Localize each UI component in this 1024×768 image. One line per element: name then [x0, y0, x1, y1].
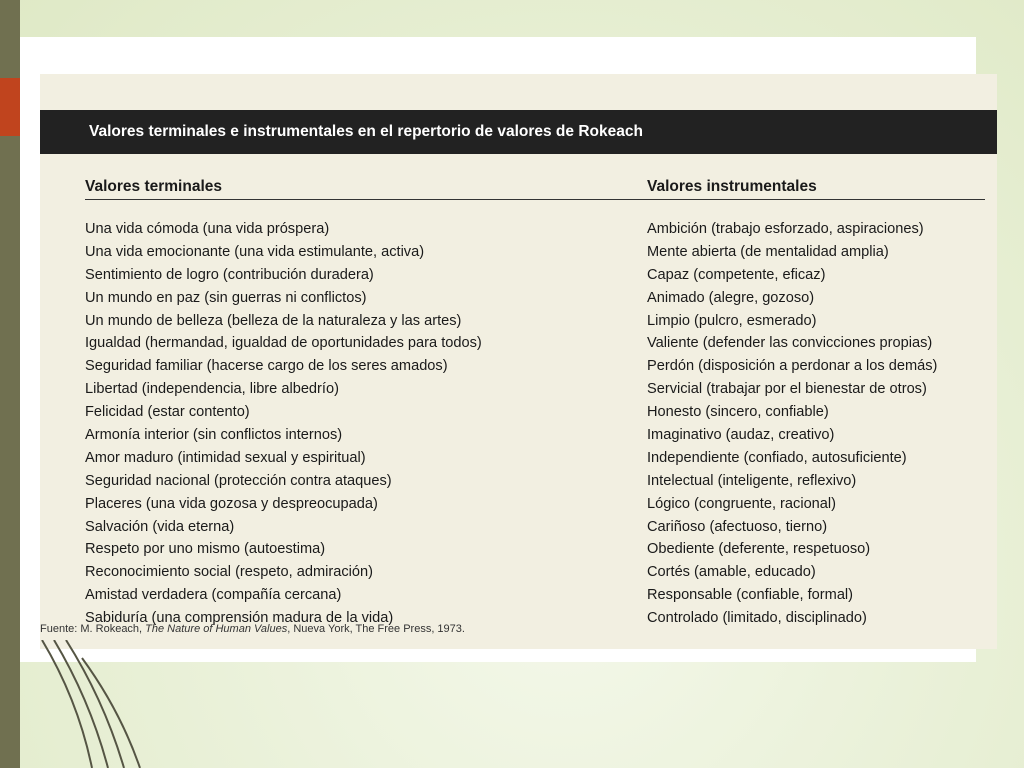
instrumental-value-item: Limpio (pulcro, esmerado)	[647, 312, 817, 329]
terminal-value-item: Una vida emocionante (una vida estimulante, activa)	[85, 243, 425, 260]
instrumental-value-item: Obediente (deferente, respetuoso)	[647, 541, 871, 558]
instrumental-value-item: Lógico (congruente, racional)	[647, 495, 837, 512]
terminal-value-item: Respeto por uno mismo (autoestima)	[85, 541, 326, 558]
terminal-value-item: Reconocimiento social (respeto, admiración)	[85, 564, 373, 581]
terminal-value-item: Un mundo de belleza (belleza de la naturaleza y las artes)	[85, 312, 462, 329]
slide-left-accent	[0, 78, 20, 136]
terminal-value-item: Felicidad (estar contento)	[85, 404, 250, 421]
source-suffix: , Nueva York, The Free Press, 1973.	[287, 623, 465, 635]
instrumental-value-item: Servicial (trabajar por el bienestar de otros)	[647, 381, 927, 398]
instrumental-value-item: Honesto (sincero, confiable)	[647, 404, 829, 421]
instrumental-value-item: Mente abierta (de mentalidad amplia)	[647, 243, 889, 260]
instrumental-value-item: Perdón (disposición a perdonar a los demás)	[647, 358, 938, 375]
decorative-lines	[40, 640, 160, 768]
instrumental-value-item: Responsable (confiable, formal)	[647, 587, 854, 604]
instrumental-value-item: Animado (alegre, gozoso)	[647, 289, 815, 306]
terminal-value-item: Igualdad (hermandad, igualdad de oportunidades para todos)	[85, 335, 482, 352]
terminal-value-item: Sentimiento de logro (contribución duradera)	[85, 266, 374, 283]
instrumental-value-item: Ambición (trabajo esforzado, aspiraciones)	[647, 221, 924, 237]
instrumental-value-item: Valiente (defender las convicciones propias)	[647, 335, 933, 352]
instrumental-values-list	[647, 218, 937, 630]
terminal-value-item: Seguridad familiar (hacerse cargo de los seres amados)	[85, 358, 448, 375]
table-title: Valores terminales e instrumentales en el repertorio de valores de Rokeach	[89, 123, 643, 140]
instrumental-value-item: Independiente (confiado, autosuficiente)	[647, 449, 907, 466]
terminal-value-item: Armonía interior (sin conflictos internos)	[85, 427, 343, 444]
terminal-value-item: Una vida cómoda (una vida próspera)	[85, 221, 330, 237]
terminal-value-item: Seguridad nacional (protección contra ataques)	[85, 472, 392, 489]
instrumental-value-item: Capaz (competente, eficaz)	[647, 266, 826, 283]
source-citation	[40, 623, 465, 635]
terminal-value-item: Libertad (independencia, libre albedrío)	[85, 381, 339, 398]
terminal-value-item: Sabiduría (una comprensión madura de la vida)	[85, 610, 394, 627]
instrumental-value-item: Intelectual (inteligente, reflexivo)	[647, 472, 857, 489]
terminal-value-item: Un mundo en paz (sin guerras ni conflictos)	[85, 289, 367, 306]
terminal-value-item: Amor maduro (intimidad sexual y espiritual)	[85, 449, 366, 466]
source-prefix: Fuente: M. Rokeach,	[40, 623, 146, 635]
header-divider	[85, 199, 985, 200]
column-header-terminal: Valores terminales	[85, 178, 222, 195]
instrumental-value-item: Cariñoso (afectuoso, tierno)	[647, 518, 828, 535]
terminal-value-item: Amistad verdadera (compañía cercana)	[85, 587, 342, 604]
terminal-values-list	[85, 218, 482, 630]
source-book-title: The Nature of Human Values	[145, 623, 288, 635]
table-image	[20, 37, 976, 662]
instrumental-value-item: Cortés (amable, educado)	[647, 564, 816, 581]
instrumental-value-item: Imaginativo (audaz, creativo)	[647, 427, 835, 444]
instrumental-value-item: Controlado (limitado, disciplinado)	[647, 610, 867, 627]
table-box	[40, 74, 997, 649]
column-header-instrumental: Valores instrumentales	[647, 178, 817, 195]
terminal-value-item: Salvación (vida eterna)	[85, 518, 235, 535]
terminal-value-item: Placeres (una vida gozosa y despreocupada)	[85, 495, 378, 512]
